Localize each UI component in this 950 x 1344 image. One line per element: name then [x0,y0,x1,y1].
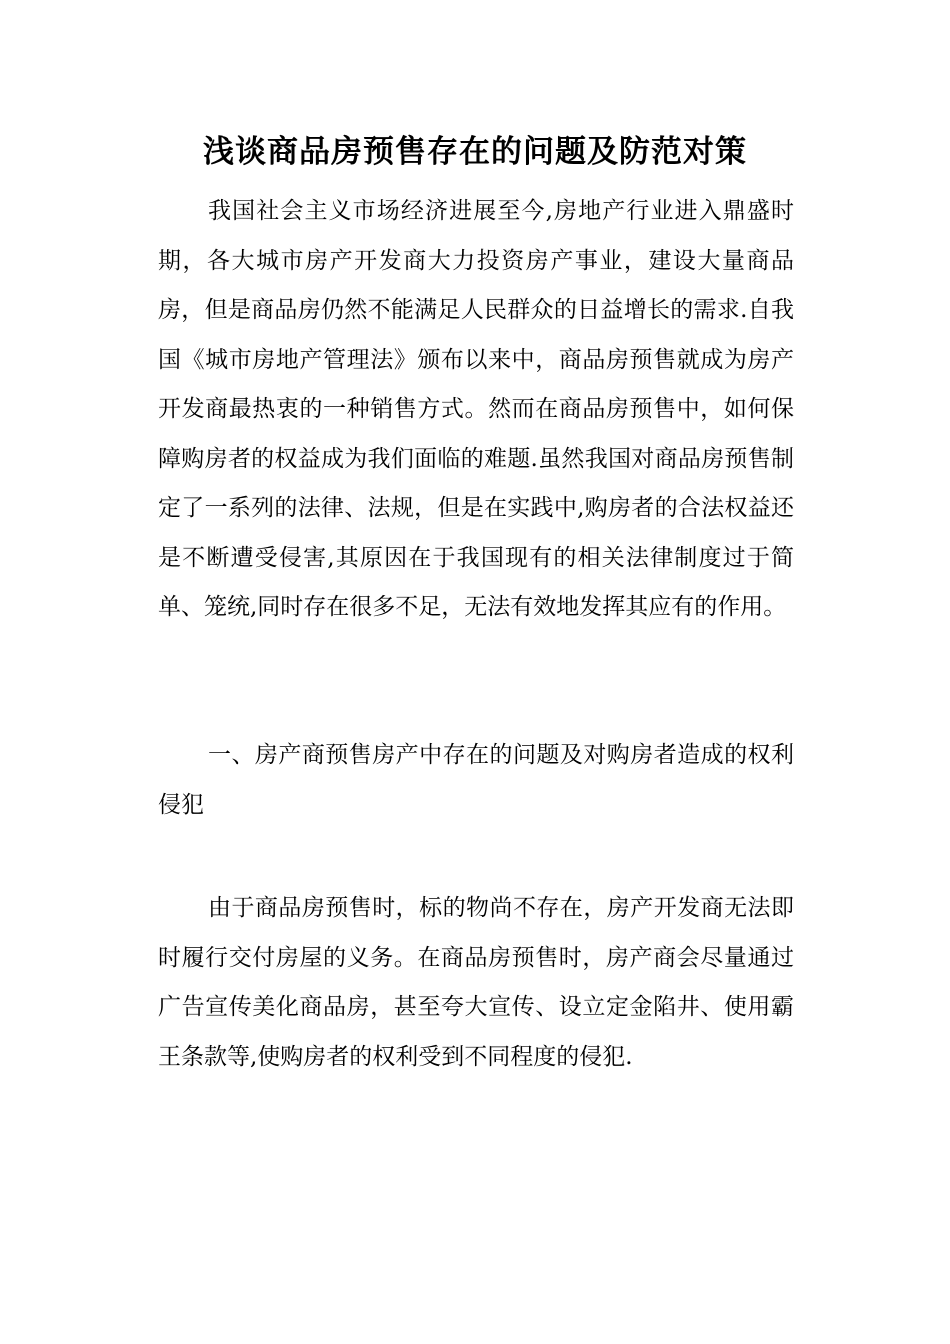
document-title: 浅谈商品房预售存在的问题及防范对策 [203,134,747,170]
body-paragraph: 由于商品房预售时，标的物尚不存在，房产开发商无法即时履行交付房屋的义务。在商品房预售时，房产商会尽量通过广告宣传美化商品房，甚至夸大宣传、设立定金陷井、使用霸王条款等,使购房者的权利受到不同程度的侵犯. [158,895,794,1070]
intro-paragraph: 我国社会主义市场经济进展至今,房地产行业进入鼎盛时期，各大城市房产开发商大力投资房产事业，建设大量商品房，但是商品房仍然不能满足人民群众的日益增长的需求.自我国《城市房地产管理法》颁布以来中，商品房预售就成为房产开发商最热衷的一种销售方式。然而在商品房预售中，如何保障购房者的权益成为我们面临的难题.虽然我国对商品房预售制定了一系列的法律、法规，但是在实践中,购房者的合法权益还是不断遭受侵害,其原因在于我国现有的相关法律制度过于简单、笼统,同时存在很多不足，无法有效地发挥其应有的作用。 [158,198,794,620]
section-heading: 一、房产商预售房产中存在的问题及对购房者造成的权利侵犯 [158,742,794,818]
